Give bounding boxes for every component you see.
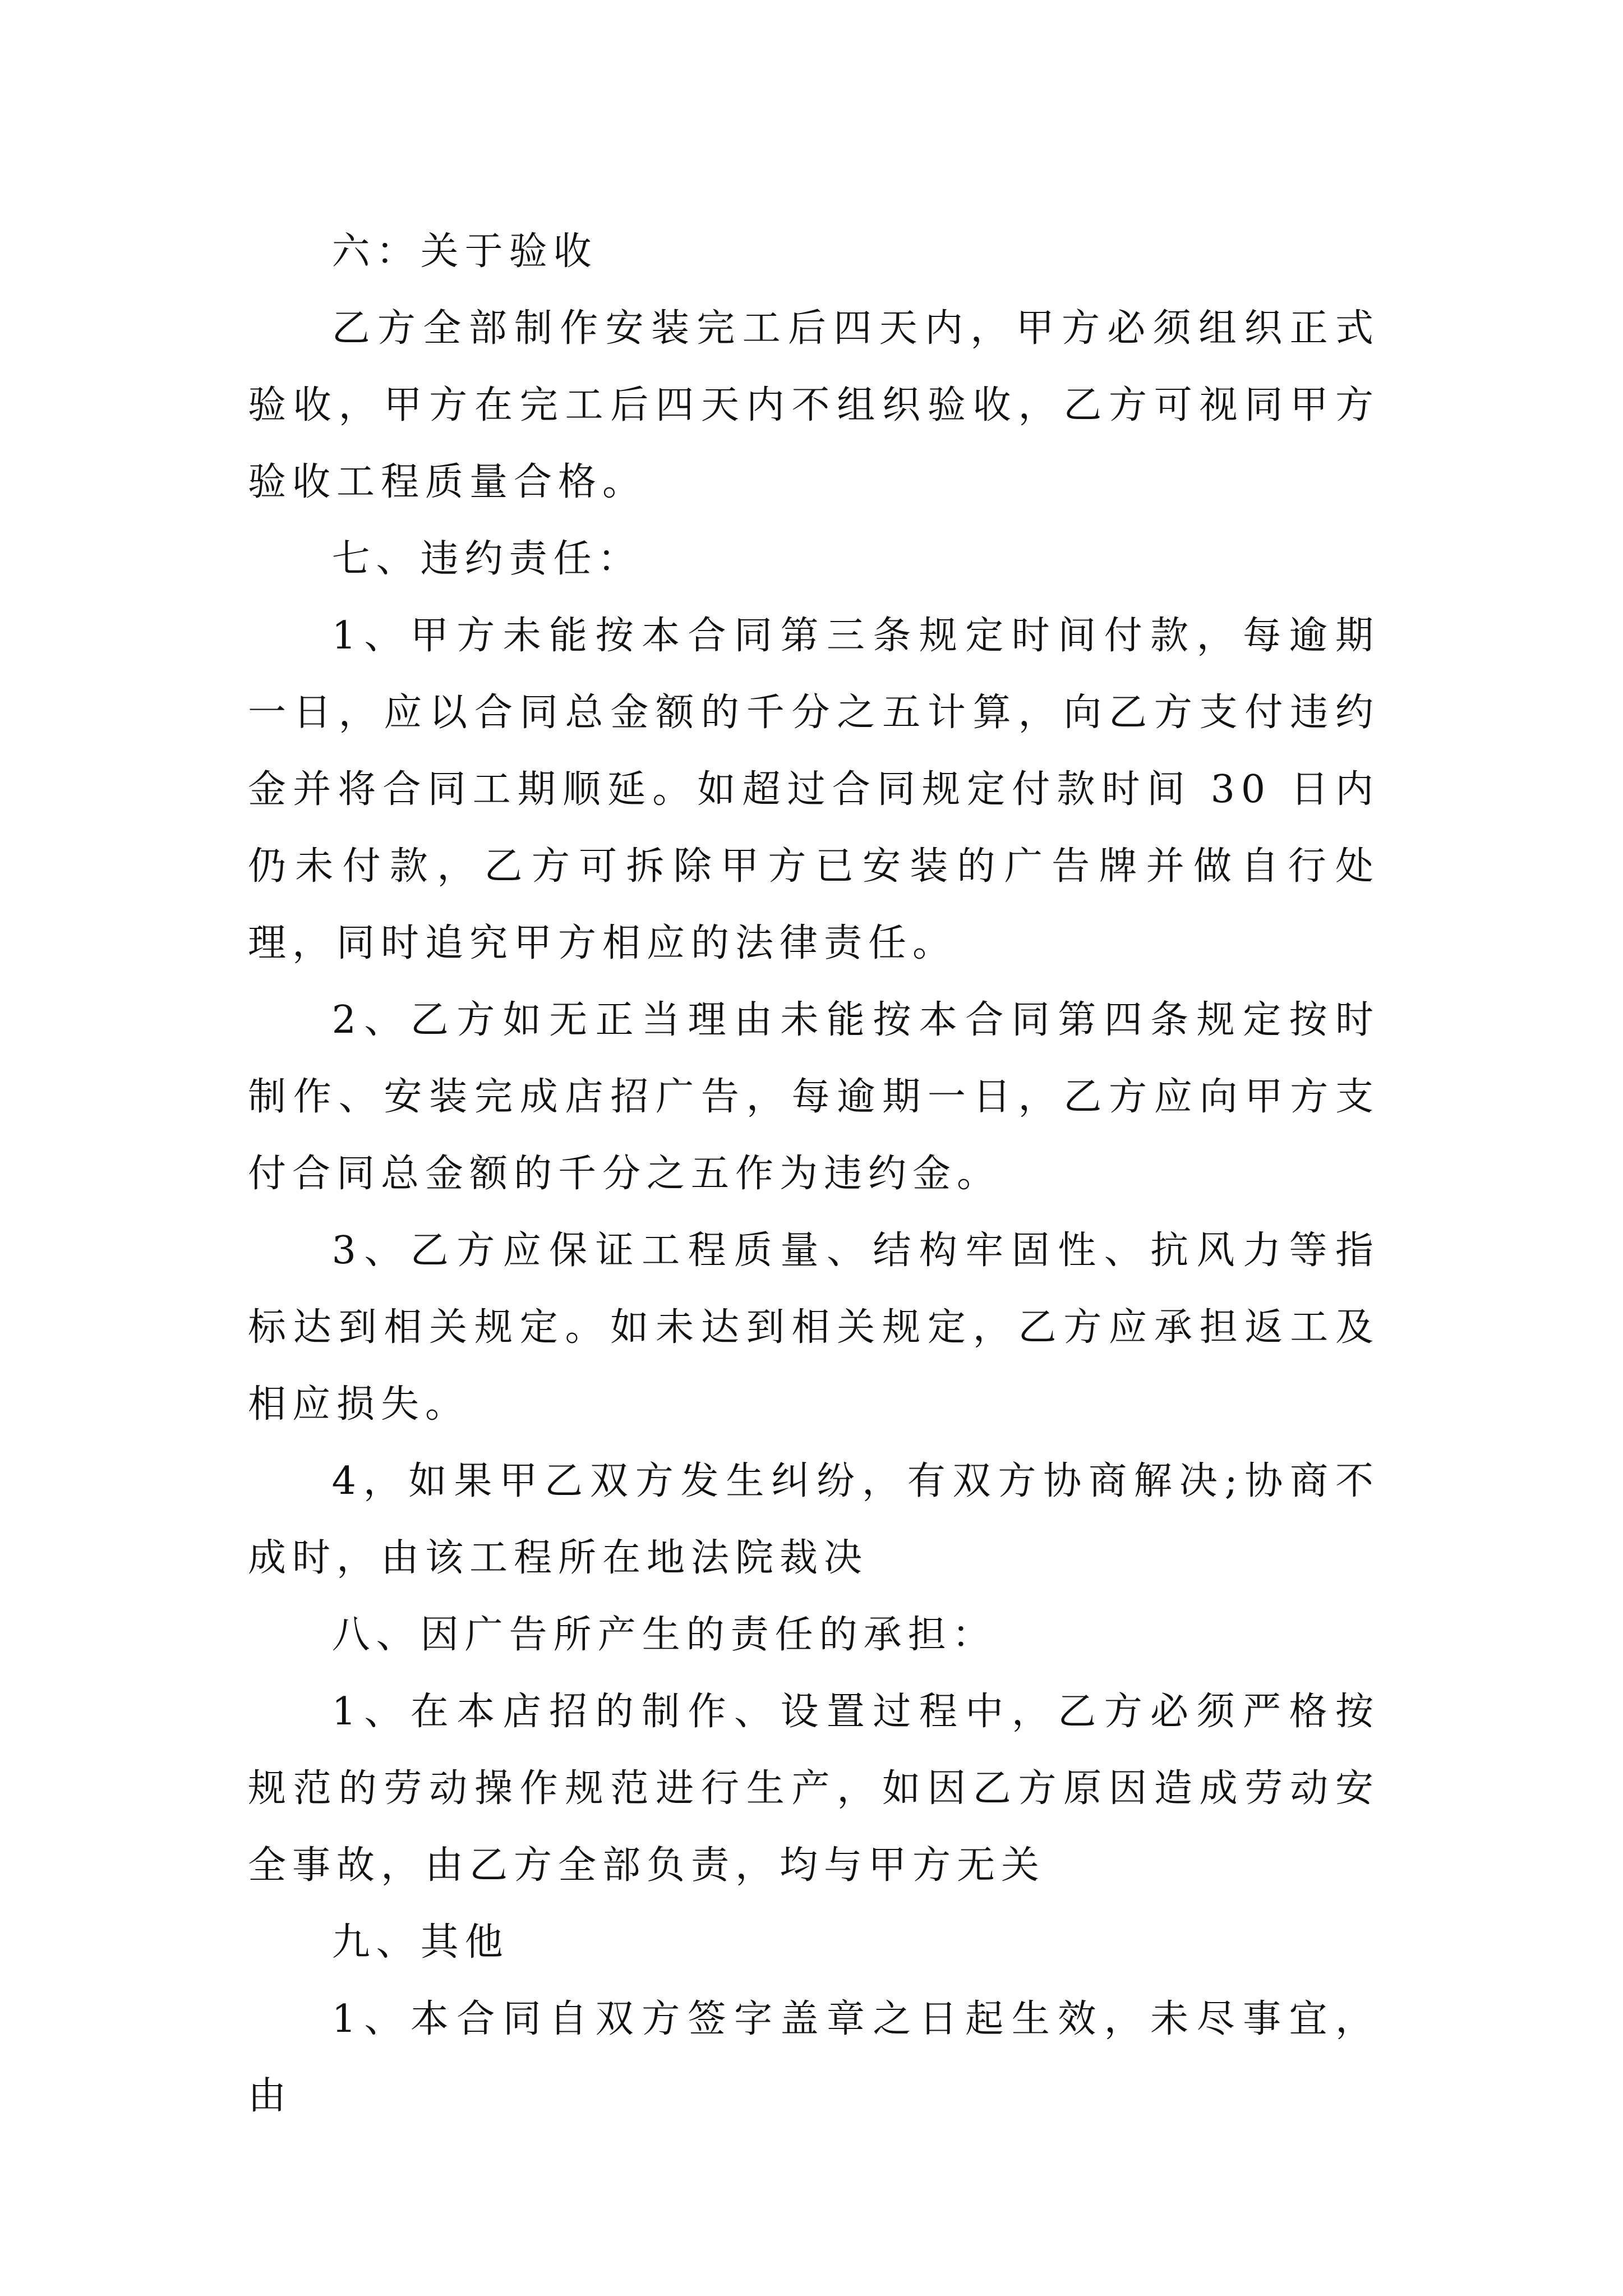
section-heading-other: 九、其他: [331, 1920, 509, 1964]
section-heading-acceptance: 六：关于验收: [331, 229, 598, 274]
paragraph-breach-clause-2: 2、乙方如无正当理由未能按本合同第四条规定按时制作、安装完成店招广告，每逾期一日，乙方应向甲方支付合同总金额的千分之五作为违约金。: [248, 998, 1380, 1196]
paragraph-acceptance-terms: 乙方全部制作安装完工后四天内，甲方必须组织正式验收，甲方在完工后四天内不组织验收，乙方可视同甲方验收工程质量合格。: [248, 306, 1380, 504]
paragraph-breach-clause-4: 4，如果甲乙双方发生纠纷，有双方协商解决;协商不成时，由该工程所在地法院裁决: [248, 1459, 1380, 1580]
section-heading-advertising-liability: 八、因广告所产生的责任的承担：: [331, 1613, 997, 1657]
paragraph-advertising-clause-1: 1、在本店招的制作、设置过程中，乙方必须严格按规范的劳动操作规范进行生产，如因乙方原因造成劳动安全事故，由乙方全部负责，均与甲方无关: [248, 1690, 1380, 1888]
document-body: [248, 213, 1380, 2134]
paragraph-breach-clause-1: 1、甲方未能按本合同第三条规定时间付款，每逾期一日，应以合同总金额的千分之五计算，向乙方支付违约金并将合同工期顺延。如超过合同规定付款时间 30 日内仍未付款，乙方可拆除甲方已安装的广告牌并做自行处理，同时追究甲方相应的法律责任。: [248, 614, 1380, 965]
paragraph-other-clause-1: 1、本合同自双方签字盖章之日起生效，未尽事宜，由: [248, 1997, 1380, 2118]
paragraph-breach-clause-3: 3、乙方应保证工程质量、结构牢固性、抗风力等指标达到相关规定。如未达到相关规定，乙方应承担返工及相应损失。: [248, 1228, 1380, 1427]
section-heading-breach-liability: 七、违约责任：: [331, 537, 642, 581]
